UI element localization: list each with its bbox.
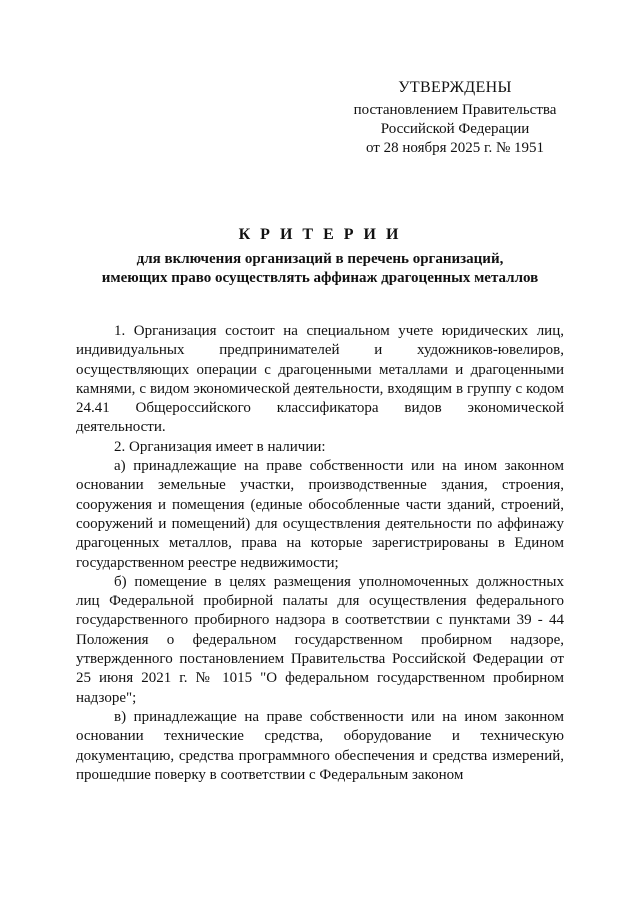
paragraph-2v: в) принадлежащие на праве собственности или на ином законном основании технические средства, оборудование и техническую документацию, средства программного обеспечения и средства измерений, прошедшие поверку в соответствии с Федеральным законом	[76, 708, 564, 783]
paragraph-2a: а) принадлежащие на праве собственности или на ином законном основании земельные участки, производственные здания, строения, сооружения и помещения (единые обособленные части зданий, строений, сооружений и помещений) для осуществления деятельности по аффинажу драгоценных металлов, права на которые зарегистрированы в Едином государственном реестре недвижимости;	[76, 458, 564, 571]
document-body	[76, 322, 564, 785]
document-subtitle	[60, 250, 580, 288]
paragraph-2b: б) помещение в целях размещения уполномоченных должностных лиц Федеральной пробирной палаты для осуществления федерального государственного пробирного надзора в соответствии с пунктами 39 - 44 Положения о федеральном государственном пробирном надзоре, утвержденного постановлением Правительства Российской Федерации от 25 июня 2021 г. № 1015 "О федеральном государственном пробирном надзоре";	[76, 573, 564, 706]
approval-block	[330, 78, 580, 158]
approval-line-3: от 28 ноября 2025 г. № 1951	[365, 140, 545, 156]
approval-line-1: постановлением Правительства	[353, 102, 557, 118]
approval-line-2: Российской Федерации	[380, 121, 530, 137]
paragraph-2: 2. Организация имеет в наличии:	[114, 438, 326, 455]
approval-title: УТВЕРЖДЕНЫ	[398, 79, 512, 96]
subtitle-line-2: имеющих право осуществлять аффинаж драгоценных металлов	[101, 270, 539, 286]
paragraph-1: 1. Организация состоит на специальном учете юридических лиц, индивидуальных предпринимателей и художников-ювелиров, осуществляющих операции с драгоценными металлами и драгоценными камнями, с видом экономической деятельности, входящим в группу с кодом 24.41 Общероссийского классификатора видов экономической деятельности.	[76, 323, 564, 436]
document-title: К Р И Т Е Р И И	[238, 226, 402, 243]
subtitle-line-1: для включения организаций в перечень организаций,	[136, 251, 504, 267]
